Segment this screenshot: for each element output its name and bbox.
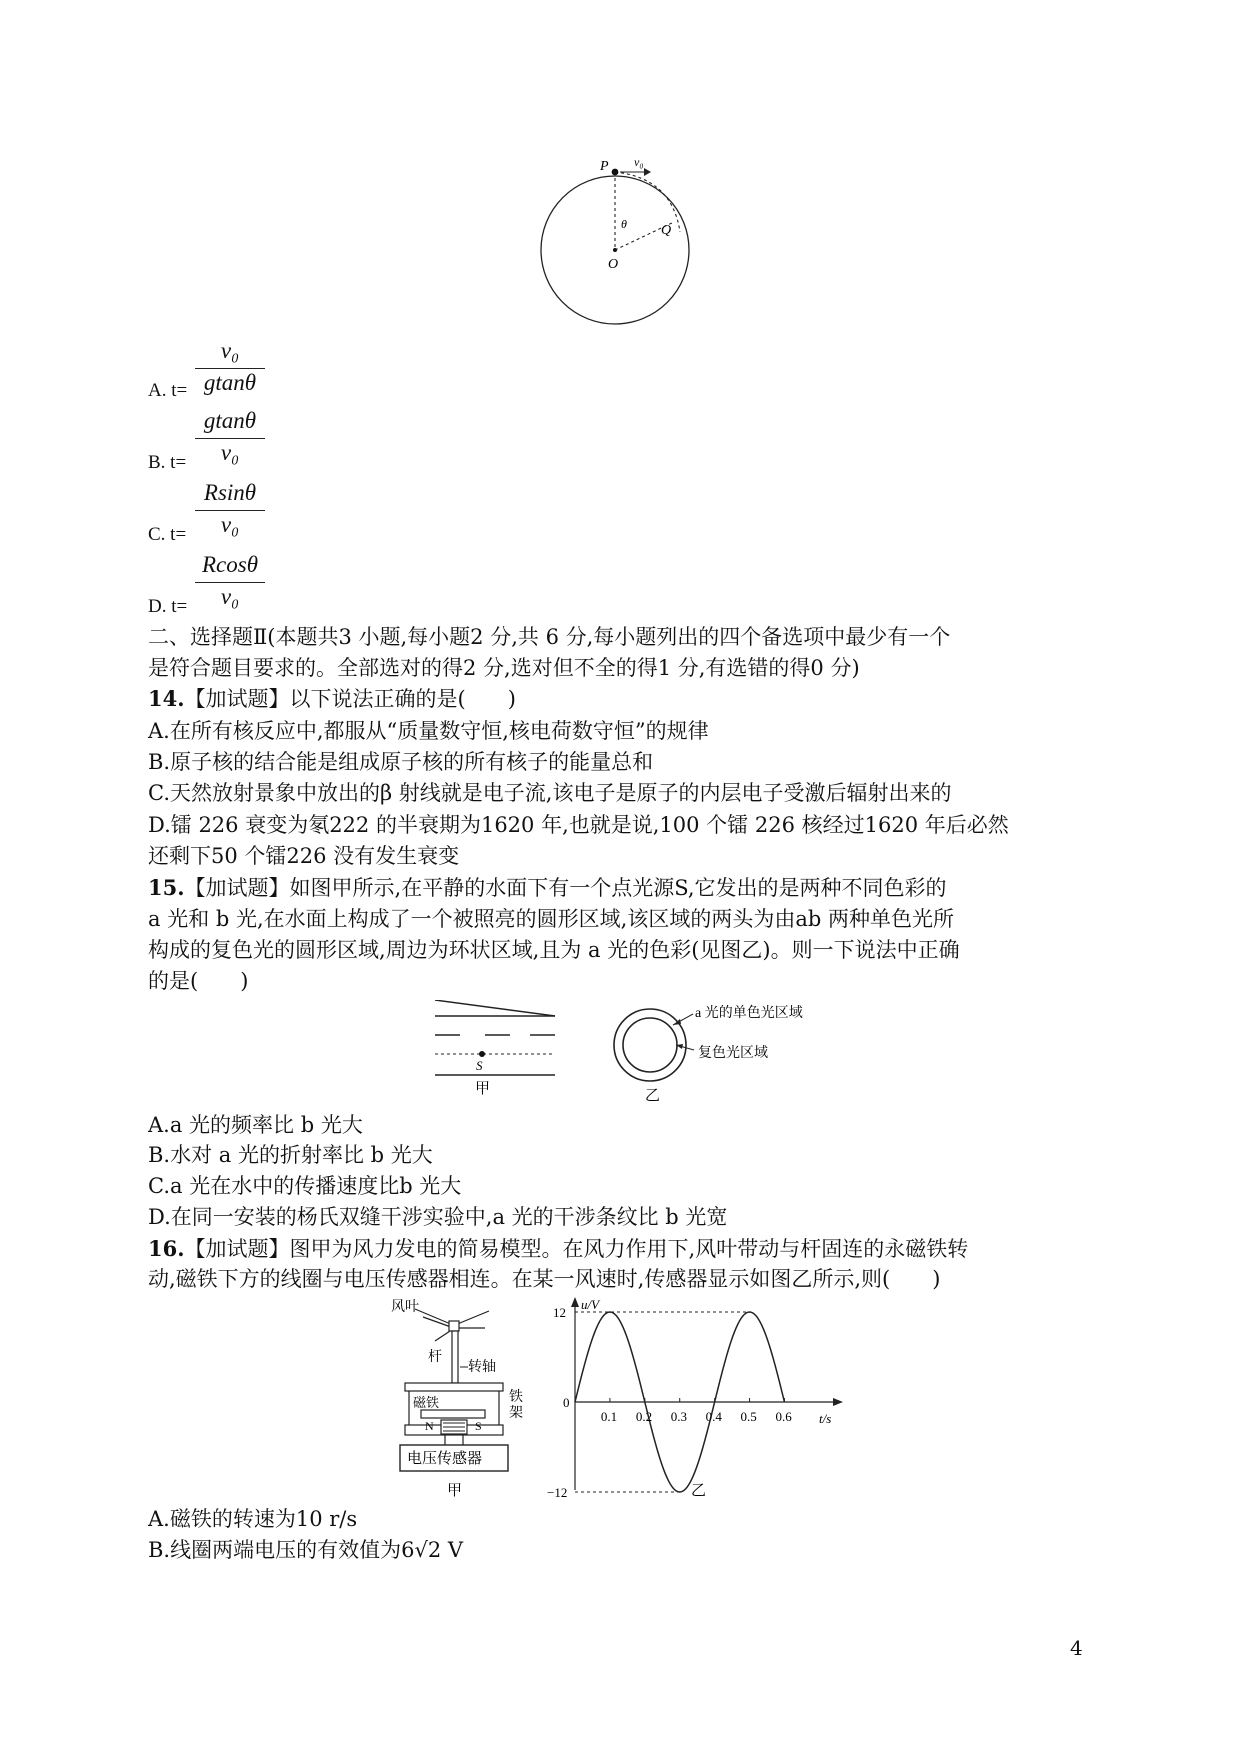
- q14-option-a: A.在所有核反应中,都服从“质量数守恒,核电荷数守恒”的规律: [148, 719, 709, 743]
- section2-line2: 是符合题目要求的。全部选对的得2 分,选对但不全的得1 分,有选错的得0 分): [148, 656, 860, 680]
- label-S: S: [476, 1058, 483, 1073]
- question-stem: 【加试题】如图甲所示,在平静的水面下有一个点光源S,它发出的是两种不同色彩的: [184, 876, 947, 900]
- q16-option-a: A.磁铁的转速为10 r/s: [148, 1507, 358, 1531]
- x-tick-label: 0.3: [670, 1409, 687, 1424]
- frac-bar: [195, 368, 265, 369]
- q14-option-d: D.镭 226 衰变为氡222 的半衰期为1620 年,也就是说,100 个镭 226 核经过1620 年后必然: [148, 813, 1009, 837]
- frac-denominator: v₀: [220, 512, 240, 537]
- label-Q: Q: [661, 223, 672, 238]
- option-label: B. t=: [148, 452, 187, 473]
- label-v0: v₀: [634, 155, 644, 169]
- frac-denominator: v₀: [220, 584, 240, 609]
- y-tick-label: 12: [553, 1305, 566, 1320]
- x-tick-label: 0.2: [635, 1409, 653, 1424]
- q14-stem: [148, 684, 516, 714]
- frac-bar: [195, 510, 265, 511]
- label-N: N: [425, 1419, 434, 1433]
- chart-ylabel: u/V: [581, 1297, 600, 1312]
- q16-option-b: B.线圈两端电压的有效值为6√2 V: [148, 1538, 464, 1562]
- q14-option-b: B.原子核的结合能是组成原子核的所有核子的能量总和: [148, 750, 654, 774]
- frac-denominator: v₀: [220, 440, 240, 465]
- question-number: 15.: [148, 875, 185, 900]
- label-fengye: 风叶: [391, 1300, 419, 1315]
- water-light-figure: [430, 1000, 810, 1105]
- q15-option-b: B.水对 a 光的折射率比 b 光大: [148, 1143, 433, 1167]
- label-yi: 乙: [645, 1088, 661, 1104]
- y-axis-arrow: [571, 1297, 579, 1307]
- section2-line1: 二、选择题Ⅱ(本题共3 小题,每小题2 分,共 6 分,每小题列出的四个备选项中最少有一个: [148, 625, 951, 649]
- q15-option-d: D.在同一安装的杨氏双缝干涉实验中,a 光的干涉条纹比 b 光宽: [148, 1205, 728, 1229]
- label-sensor: 电压传感器: [407, 1451, 483, 1467]
- frac-numerator: Rsinθ: [203, 480, 257, 505]
- label-gan: 杆: [428, 1350, 442, 1365]
- label-jia: 甲: [475, 1081, 491, 1097]
- q15-stem-line2: a 光和 b 光,在水面上构成了一个被照亮的圆形区域,该区域的两头为由ab 两种单色光所: [148, 907, 954, 931]
- q16-stem-line1: [148, 1234, 968, 1264]
- question-stem: 【加试题】图甲为风力发电的简易模型。在风力作用下,风叶带动与杆固连的永磁铁转: [184, 1237, 969, 1261]
- frac-bar: [195, 438, 265, 439]
- wind-generator-figure: [385, 1295, 545, 1505]
- x-axis-arrow: [833, 1398, 843, 1406]
- frac-bar: [195, 582, 265, 583]
- label-tiejia-2: 架: [509, 1406, 523, 1421]
- frac-numerator: Rcosθ: [201, 552, 258, 577]
- x-tick-label: 0.1: [600, 1409, 618, 1424]
- label-O: O: [608, 257, 619, 272]
- chart-xlabel: t/s: [819, 1411, 832, 1426]
- circle-projectile-figure: [540, 150, 700, 330]
- y-tick-label: −12: [547, 1485, 568, 1500]
- voltage-time-chart: [545, 1295, 850, 1505]
- option-label: A. t=: [148, 380, 188, 401]
- q15-stem-line4: 的是( ): [148, 969, 249, 993]
- page-number: 4: [1070, 1636, 1083, 1660]
- question-stem: 【加试题】以下说法正确的是( ): [184, 687, 516, 711]
- label-P: P: [600, 159, 609, 174]
- q15-option-c: C.a 光在水中的传播速度比b 光大: [148, 1174, 462, 1198]
- chart-caption: 乙: [691, 1483, 707, 1499]
- option-label: D. t=: [148, 596, 188, 617]
- q14-option-d-cont: 还剩下50 个镭226 没有发生衰变: [148, 844, 460, 868]
- frac-numerator: v₀: [220, 338, 240, 363]
- frac-numerator: gtanθ: [203, 408, 257, 433]
- q14-option-c: C.天然放射景象中放出的β 射线就是电子流,该电子是原子的内层电子受激后辐射出来的: [148, 781, 952, 805]
- question-number: 16.: [148, 1236, 185, 1261]
- label-zhuanzhou: 转轴: [468, 1360, 496, 1375]
- label-citie: 磁铁: [413, 1395, 440, 1410]
- frac-denominator: gtanθ: [203, 370, 257, 395]
- q15-stem-line3: 构成的复色光的圆形区域,周边为环状区域,且为 a 光的色彩(见图乙)。则一下说法中正确: [148, 938, 960, 962]
- q15-stem-line1: [148, 873, 947, 903]
- x-tick-label: 0.6: [775, 1409, 792, 1424]
- option-label: C. t=: [148, 524, 187, 545]
- center-label: 复色光区域: [698, 1046, 768, 1061]
- q15-option-a: A.a 光的频率比 b 光大: [148, 1113, 363, 1137]
- question-number: 14.: [148, 686, 185, 711]
- x-tick-label: 0.5: [740, 1409, 757, 1424]
- label-theta: θ: [621, 217, 627, 231]
- label-S2: S: [475, 1419, 482, 1433]
- label-jia-2: 甲: [447, 1483, 463, 1499]
- chart-origin-label: 0: [563, 1395, 570, 1410]
- label-tiejia-1: 铁: [509, 1390, 523, 1405]
- x-tick-label: 0.4: [705, 1409, 722, 1424]
- ring-label: a 光的单色光区域: [695, 1006, 803, 1021]
- q16-stem-line2: 动,磁铁下方的线圈与电压传感器相连。在某一风速时,传感器显示如图乙所示,则( ): [148, 1267, 941, 1291]
